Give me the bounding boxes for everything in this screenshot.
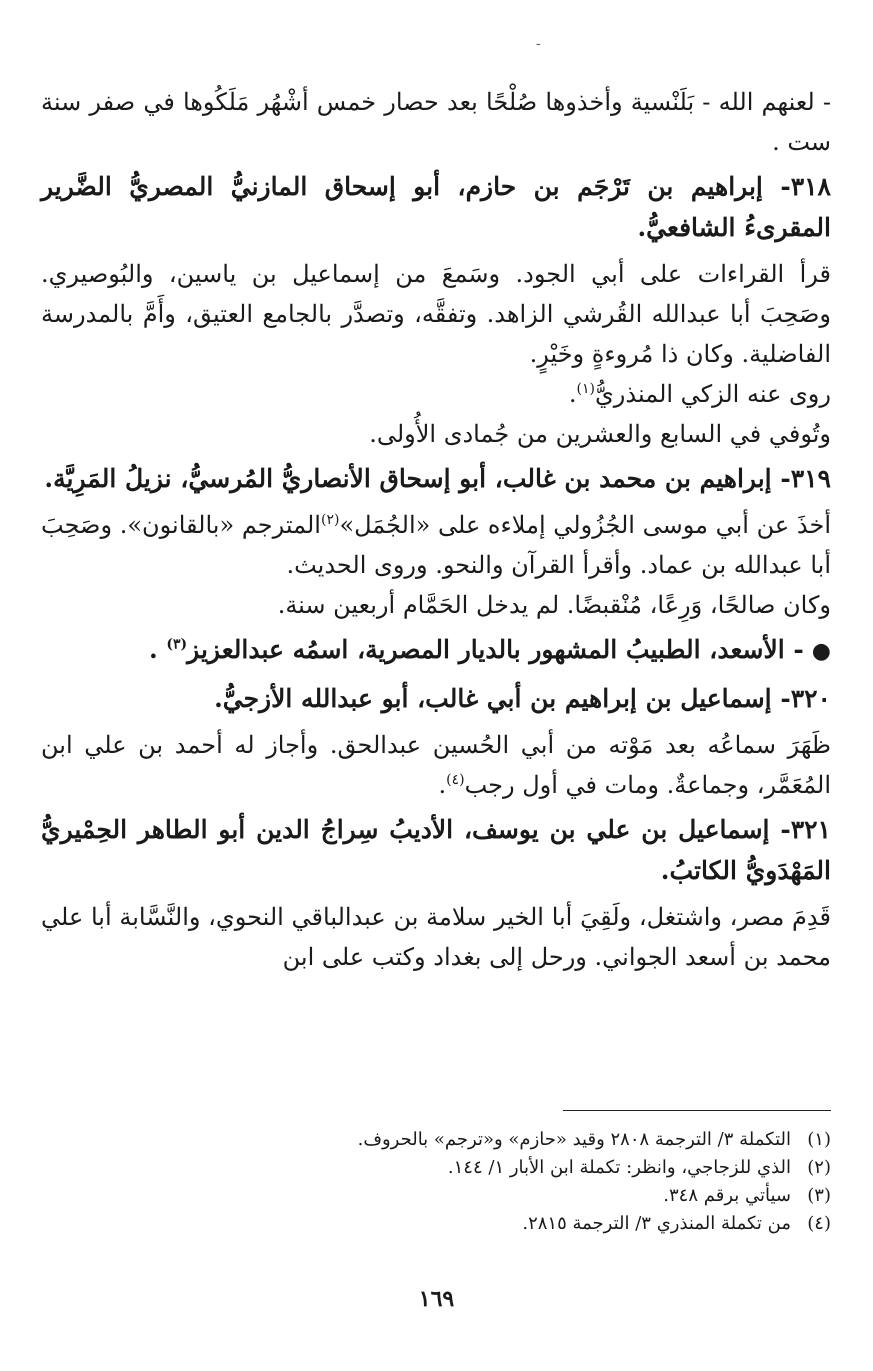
entry-319-heading: ٣١٩- إبراهيم بن محمد بن غالب، أبو إسحاق الأنصاريُّ المُرسيُّ، نزيلُ المَرِيَّة. [44,464,831,493]
footnote-divider [563,1110,831,1111]
footnote-4 [41,1210,831,1238]
entry-318-narrator-text: روى عنه الزكي المنذريُّ [594,380,831,408]
footnote-ref-1[interactable]: (١) [576,381,595,397]
footnote-text: سيأتي برقم ٣٤٨. [663,1185,791,1206]
entry-318-narrator-end: . [568,380,577,408]
entry-321-paragraph: قَدِمَ مصر، واشتغل، ولَقِيَ أبا الخير سلامة بن عبدالباقي النحوي، والنَّسَّابة أبا علي محمد بن أسعد الجواني. ورحل إلى بغداد وكتب على ابن [41,903,831,971]
footnote-number: (٤) [807,1213,831,1234]
footnote-2 [41,1154,831,1182]
entry-318-paragraph-1: قرأ القراءات على أبي الجود. وسَمعَ من إسماعيل بن ياسين، والبُوصيري. وصَحِبَ أبا عبدالله القُرشي الزاهد. وتفقَّه، وتصدَّر بالجامع العتيق، وأَمَّ بالمدرسة الفاضلية. وكان ذا مُروءةٍ وخَيْرٍ. [41,260,831,368]
entry-318-paragraph-3: وتُوفي في السابع والعشرين من جُمادى الأُولى. [369,420,831,448]
entry-321-heading: ٣٢١- إسماعيل بن علي بن يوسف، الأديبُ سِراجُ الدين أبو الطاهر الحِمْيريُّ المَهْدَويُّ الكاتبُ. [41,815,831,885]
entry-320-text: ظَهَرَ سماعُه بعد مَوْته من أبي الحُسين عبدالحق. وأجاز له أحمد بن علي ابن المُعَمَّر، وجماعةٌ. ومات في أول رجب [41,731,831,799]
entry-320-paragraph [41,725,831,805]
footnotes [41,1126,831,1238]
footnote-number: (٣) [807,1185,831,1206]
cross-reference-end: . [148,635,167,664]
entry-319-paragraph-2: وكان صالحًا، وَرِعًا، مُنْقبضًا. لم يدخل الحَمَّام أربعين سنة. [277,591,831,619]
cross-reference-text: - الأسعد، الطبيبُ المشهور بالديار المصرية، اسمُه عبدالعزيز [187,635,804,664]
footnote-text: من تكملة المنذري ٣/ الترجمة ٢٨١٥. [522,1213,791,1234]
entry-319-paragraph-1 [41,505,831,585]
cross-reference-line [41,629,831,672]
top-mark: - [536,36,541,52]
footnote-number: (١) [807,1129,831,1150]
page-number: ١٦٩ [418,1286,455,1312]
entry-320-end: . [438,771,447,799]
entry-318-heading: ٣١٨- إبراهيم بن تَرْجَم بن حازم، أبو إسحاق المازنيُّ المصريُّ الضَّرير المقرىءُ الشافعيُّ. [41,172,831,242]
footnote-3 [41,1182,831,1210]
bullet-icon: ● [811,638,831,664]
entry-319-text-b: المترجم «بالقانون». وصَحِبَ أبا عبدالله بن عماد. وأقرأ القرآن والنحو. وروى الحديث. [41,511,831,579]
entry-318-paragraph-2 [41,374,831,414]
entry-319-text-a: أخذَ عن أبي موسى الجُزُولي إملاءه على «الجُمَل» [339,511,832,539]
main-text [41,82,831,977]
continuation-paragraph: - لعنهم الله - بَلَنْسية وأخذوها صُلْحًا بعد حصار خمس أشْهُر مَلَكُوها في صفر سنة ست . [41,88,831,156]
footnote-1 [41,1126,831,1154]
footnote-ref-4[interactable]: (٤) [446,772,465,788]
footnote-number: (٢) [807,1157,831,1178]
footnote-text: الذي للزجاجي، وانظر: تكملة ابن الأبار ١/ ١٤٤. [447,1157,791,1178]
entry-320-heading: ٣٢٠- إسماعيل بن إبراهيم بن أبي غالب، أبو عبدالله الأزجيُّ. [214,684,831,713]
footnote-text: التكملة ٣/ الترجمة ٢٨٠٨ وقيد «حازم» و«ترجم» بالحروف. [357,1129,791,1150]
footnote-ref-2[interactable]: (٢) [320,512,340,528]
footnote-ref-3[interactable]: (٣) [166,636,188,653]
